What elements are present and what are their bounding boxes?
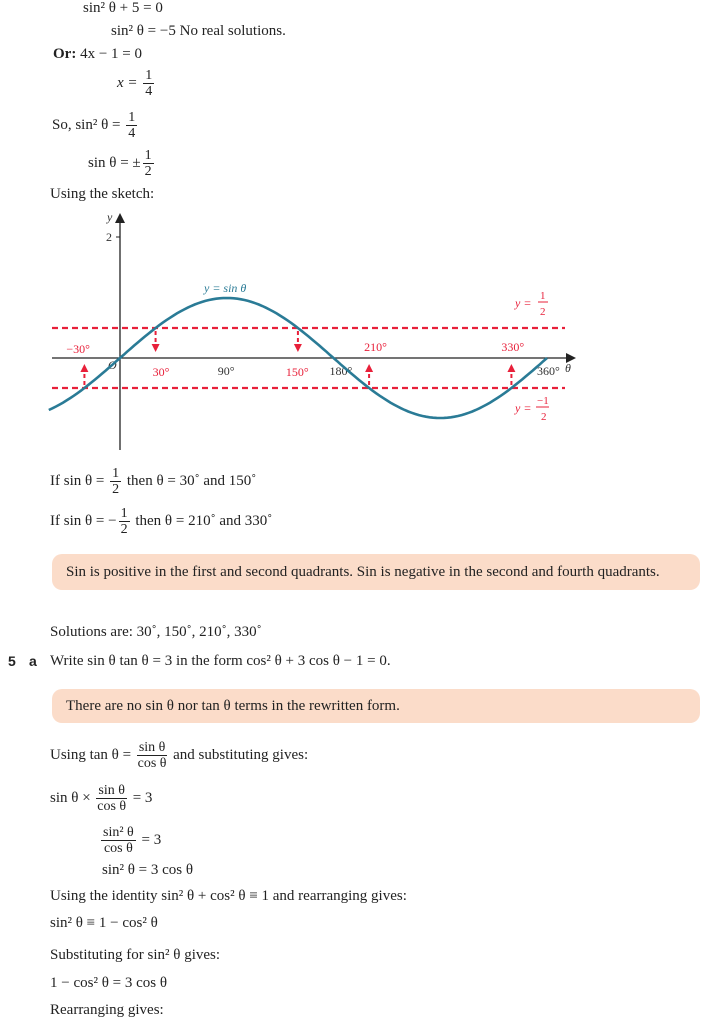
eq-line: Substituting for sin² θ gives: <box>50 947 221 963</box>
if-positive <box>50 466 256 497</box>
eq-line <box>88 148 156 179</box>
eq-line: Rearranging gives: <box>50 1002 164 1018</box>
line-label-den: 2 <box>540 306 546 318</box>
line-label-num: 1 <box>540 290 546 302</box>
question-part: a <box>29 653 37 669</box>
denominator: cos θ <box>97 799 127 814</box>
or-label: Or: <box>53 46 77 62</box>
up-arrow-icon <box>365 364 373 372</box>
denominator: cos θ <box>137 756 167 771</box>
eq-line <box>50 783 152 814</box>
numerator: 1 <box>145 68 153 83</box>
x-tick-label: 90° <box>217 364 235 378</box>
line-label-den: 2 <box>541 411 547 423</box>
eq-text: = 3 <box>132 789 153 806</box>
sketch-intro: Using the sketch: <box>50 186 155 202</box>
line-label: y = <box>515 401 532 415</box>
solution-label: 150° <box>285 365 309 379</box>
solution-label: −30° <box>66 342 90 356</box>
eq-text: If sin θ = − <box>50 512 117 529</box>
numerator: sin θ <box>98 783 125 798</box>
up-arrow-icon <box>507 364 515 372</box>
eq-text: then θ = 30˚ and 150˚ <box>126 472 257 489</box>
y-tick-label: 2 <box>106 230 112 244</box>
numerator: 1 <box>144 148 152 163</box>
x-tick-label: 180° <box>329 364 353 378</box>
eq-text: x = <box>117 74 138 91</box>
up-arrow-icon <box>80 364 88 372</box>
eq-text: = 3 <box>141 831 162 848</box>
eq-text: So, sin² θ = <box>52 116 121 133</box>
denominator: cos θ <box>103 841 133 856</box>
question-text: Write sin θ tan θ = 3 in the form cos² θ + 3 cos θ − 1 = 0. <box>50 653 391 669</box>
numerator: sin θ <box>138 740 166 755</box>
numerator: sin² θ <box>103 825 134 840</box>
solution-label: 330° <box>501 340 525 354</box>
numerator: 1 <box>120 506 128 521</box>
eq-text: and substituting gives: <box>173 746 309 763</box>
denominator: 2 <box>112 482 120 497</box>
eq-line: sin² θ ≡ 1 − cos² θ <box>50 915 158 931</box>
denominator: 4 <box>145 84 153 99</box>
eq-line: sin² θ = −5 No real solutions. <box>111 23 286 39</box>
eq-line: 1 − cos² θ = 3 cos θ <box>50 975 168 991</box>
curve-label: y = sin θ <box>204 281 247 295</box>
eq-line: Using the identity sin² θ + cos² θ ≡ 1 and rearranging gives: <box>50 888 407 904</box>
eq-text: sin θ × <box>50 789 91 806</box>
origin-label: O <box>108 358 117 372</box>
numerator: 1 <box>112 466 120 481</box>
eq-text: sin θ = ± <box>88 154 141 171</box>
tip-callout: There are no sin θ nor tan θ terms in the rewritten form. <box>52 689 700 723</box>
solution-label: 210° <box>364 340 387 354</box>
eq-text: then θ = 210˚ and 330˚ <box>135 512 273 529</box>
eq-line <box>53 46 142 63</box>
denominator: 2 <box>144 164 152 179</box>
tip-callout: Sin is positive in the first and second quadrants. Sin is negative in the second and fourth quadrants. <box>52 554 700 590</box>
sine-graph <box>0 205 703 460</box>
y-axis-label: y <box>107 210 113 224</box>
numerator: 1 <box>128 110 136 125</box>
line-label: y = <box>515 296 532 310</box>
eq-text: 4x − 1 = 0 <box>80 46 142 62</box>
eq-line <box>52 110 139 141</box>
denominator: 2 <box>120 522 128 537</box>
denominator: 4 <box>128 126 136 141</box>
eq-text: Using tan θ = <box>50 746 132 763</box>
question-number: 5 <box>8 653 16 669</box>
solutions: Solutions are: 30˚, 150˚, 210˚, 330˚ <box>50 624 262 640</box>
eq-line: sin² θ + 5 = 0 <box>83 0 163 16</box>
solution-label: 30° <box>152 365 170 379</box>
y-axis-arrow-icon <box>115 213 125 223</box>
down-arrow-icon <box>152 344 160 352</box>
eq-line <box>50 740 308 771</box>
theta-axis-label: θ <box>565 361 571 375</box>
x-tick-label: 360° <box>537 364 560 378</box>
eq-line <box>99 825 161 856</box>
eq-text: If sin θ = <box>50 472 105 489</box>
down-arrow-icon <box>294 344 302 352</box>
eq-line <box>117 68 156 99</box>
line-label-num: −1 <box>537 395 549 407</box>
if-negative <box>50 506 272 537</box>
eq-line: sin² θ = 3 cos θ <box>102 862 194 878</box>
